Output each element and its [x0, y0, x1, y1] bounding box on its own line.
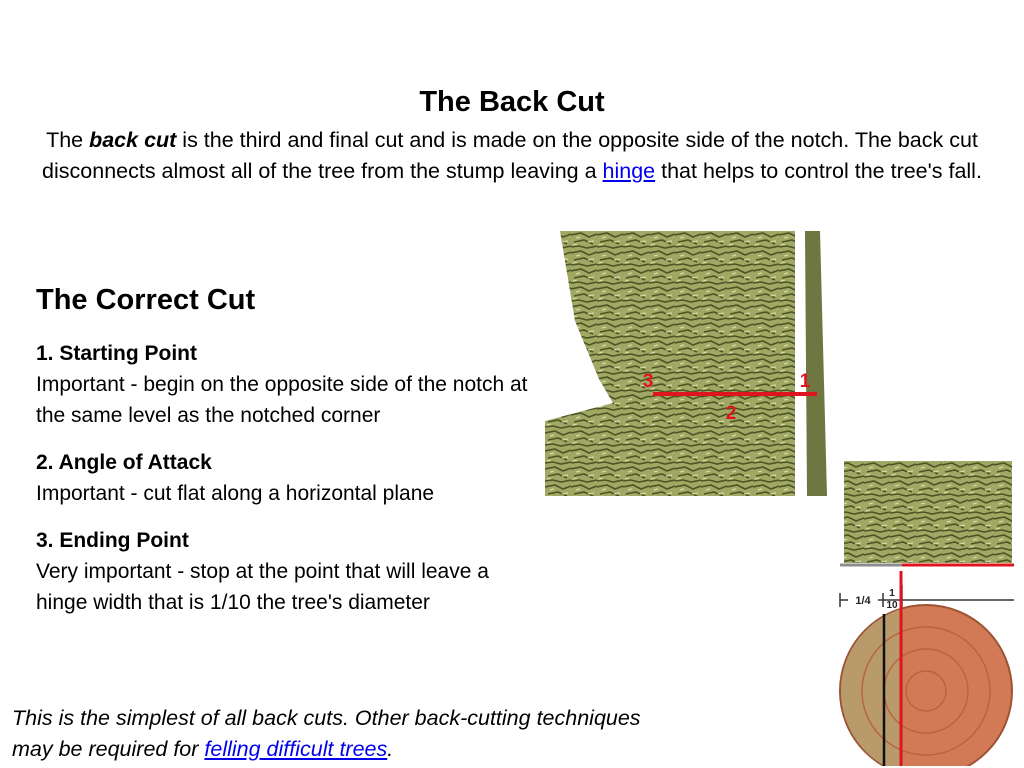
- intro-text-end: that helps to control the tree's fall.: [655, 159, 982, 183]
- felling-difficult-trees-link[interactable]: felling difficult trees: [204, 737, 388, 761]
- section-title: The Correct Cut: [36, 284, 256, 316]
- correct-cut-section: [36, 282, 536, 634]
- hinge-proportion-diagram: [838, 461, 1018, 766]
- back-cut-term: back cut: [89, 128, 177, 152]
- quarter-label: 1/4: [855, 595, 871, 607]
- label-2: 2: [725, 403, 737, 424]
- tenth-numerator: 1: [889, 588, 895, 599]
- intro-paragraph: [0, 125, 1024, 187]
- notch-area: [841, 609, 901, 766]
- step-starting-point: [36, 338, 536, 431]
- footer-text: This is the simplest of all back cuts. Other back-cutting techniques may be required for: [12, 706, 641, 761]
- footer-text-end: .: [387, 737, 394, 761]
- hinge-link[interactable]: hinge: [602, 159, 656, 183]
- step-ending-point: [36, 525, 536, 618]
- step-angle-of-attack: [36, 447, 536, 509]
- step-heading: 1. Starting Point: [36, 342, 198, 365]
- label-1: 1: [799, 371, 811, 392]
- step-description: Important - begin on the opposite side of the notch at the same level as the notched corner: [36, 373, 528, 427]
- step-heading: 3. Ending Point: [36, 529, 189, 552]
- step-description: Important - cut flat along a horizontal plane: [36, 482, 435, 505]
- trunk-bark: [545, 231, 805, 496]
- intro-text-middle: is the third and final cut and is made on the opposite side of the notch. The back cut disconnects almost all of the tree from the stump leaving a: [42, 128, 978, 183]
- trunk-side-view: [844, 461, 1012, 563]
- page-title: The Back Cut: [419, 86, 605, 118]
- label-3: 3: [642, 371, 654, 392]
- footer-note: [12, 703, 652, 765]
- tree-trunk-photo: [545, 231, 827, 496]
- step-description: Very important - stop at the point that will leave a hinge width that is 1/10 the tree's diameter: [36, 560, 489, 614]
- step-heading: 2. Angle of Attack: [36, 451, 212, 474]
- tenth-denominator: 10: [886, 600, 898, 611]
- intro-text-start: The: [46, 128, 90, 152]
